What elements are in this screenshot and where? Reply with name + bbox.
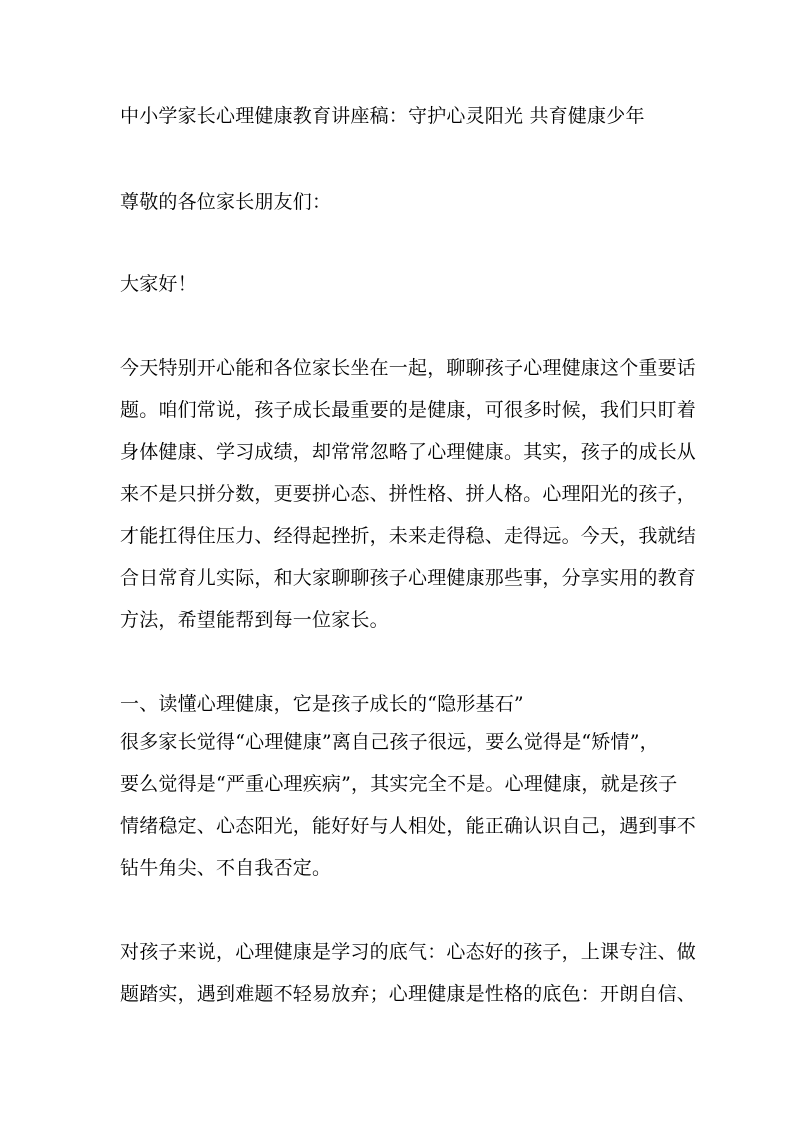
- paragraph-line: 今天特别开心能和各位家长坐在一起，聊聊孩子心理健康这个重要话: [120, 357, 697, 379]
- paragraph-line: 对孩子来说，心理健康是学习的底气：心态好的孩子，上课专注、做: [120, 941, 697, 963]
- paragraph-line: 才能扛得住压力、经得起挫折，未来走得稳、走得远。今天，我就结: [120, 525, 697, 547]
- paragraph-line: 钻牛角尖、不自我否定。: [120, 857, 332, 879]
- paragraph-line: 题踏实，遇到难题不轻易放弃；心理健康是性格的底色：开朗自信、: [120, 983, 697, 1005]
- greeting: 大家好！: [120, 273, 197, 295]
- document-title: 中小学家长心理健康教育讲座稿：守护心灵阳光 共育健康少年: [120, 105, 645, 127]
- paragraph-line: 来不是只拼分数，更要拼心态、拼性格、拼人格。心理阳光的孩子，: [120, 483, 697, 505]
- section-heading: 一、读懂心理健康，它是孩子成长的“隐形基石”: [120, 693, 524, 715]
- paragraph-line: 题。咱们常说，孩子成长最重要的是健康，可很多时候，我们只盯着: [120, 399, 697, 421]
- paragraph-line: 方法，希望能帮到每一位家长。: [120, 609, 389, 631]
- paragraph-line: 情绪稳定、心态阳光，能好好与人相处，能正确认识自己，遇到事不: [120, 815, 697, 837]
- salutation: 尊敬的各位家长朋友们：: [120, 191, 332, 213]
- paragraph-line: 要么觉得是“严重心理疾病”，其实完全不是。心理健康，就是孩子: [120, 773, 678, 795]
- paragraph-line: 身体健康、学习成绩，却常常忽略了心理健康。其实，孩子的成长从: [120, 441, 697, 463]
- paragraph-line: 很多家长觉得“心理健康”离自己孩子很远，要么觉得是“矫情”，: [120, 731, 659, 753]
- paragraph-line: 合日常育儿实际，和大家聊聊孩子心理健康那些事，分享实用的教育: [120, 567, 697, 589]
